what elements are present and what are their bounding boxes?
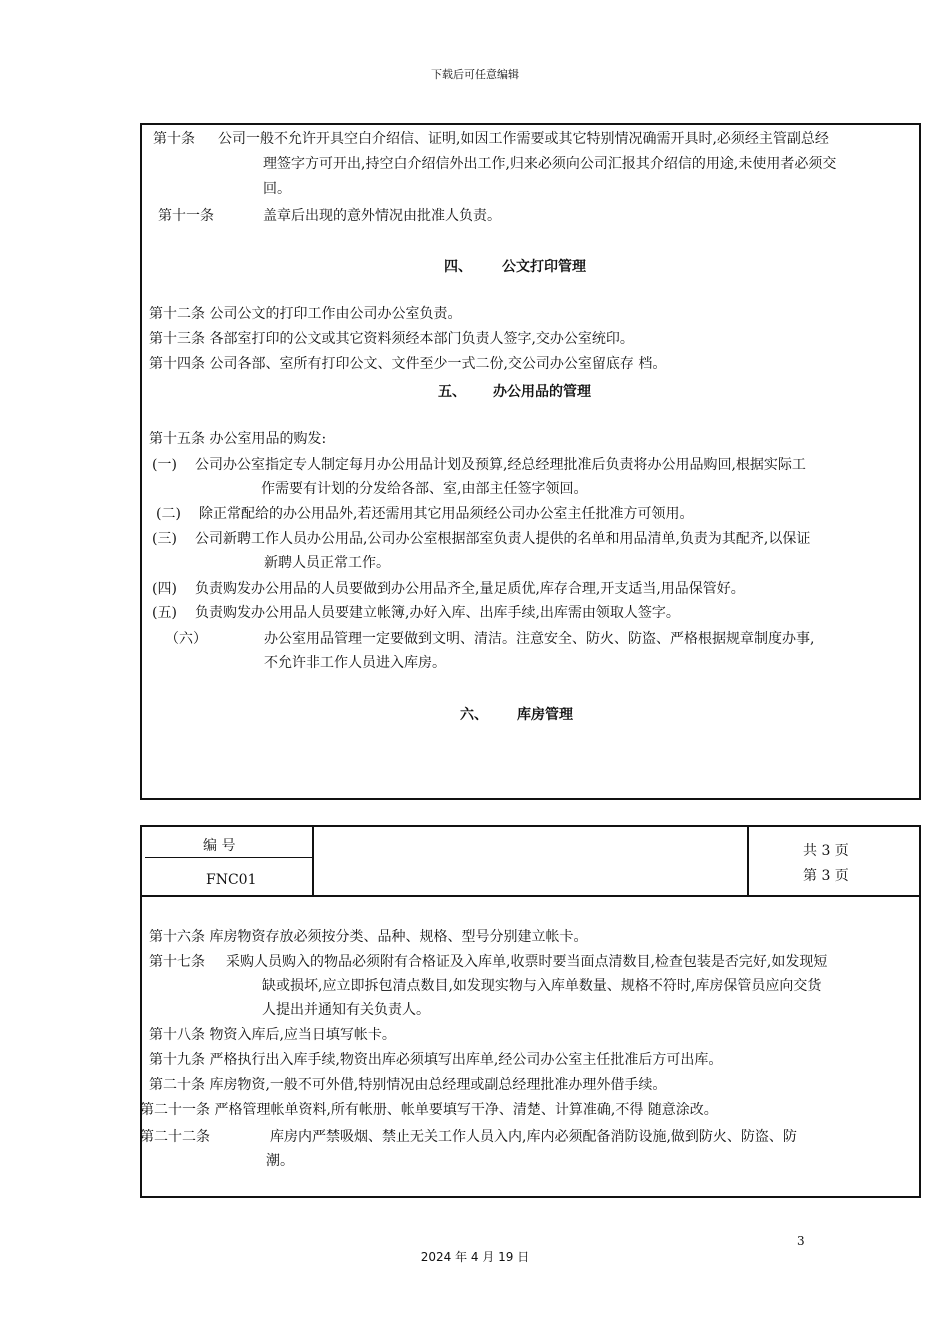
item-4-label: (四) (152, 581, 177, 597)
section-4-number: 四、 (444, 259, 472, 275)
download-note: 下载后可任意编辑 (431, 68, 519, 81)
item-2-text: 除正常配给的办公用品外,若还需用其它用品须经公司办公室主任批准方可领用。 (199, 506, 694, 522)
header-divider-bottom (141, 895, 920, 897)
section-6-title: 库房管理 (517, 707, 573, 723)
item-5-text: 负责购发办公用品人员要建立帐簿,办好入库、出库手续,出库需由领取人签字。 (195, 605, 680, 621)
item-6-line-1: 办公室用品管理一定要做到文明、清洁。注意安全、防火、防盗、严格根据规章制度办事, (264, 631, 815, 647)
article-22-line-2: 潮。 (266, 1153, 294, 1169)
section-5-title: 办公用品的管理 (493, 384, 591, 400)
footer-date: 2024 年 4 月 19 日 (420, 1250, 530, 1264)
article-19: 第十九条 严格执行出入库手续,物资出库必须填写出库单,经公司办公室主任批准后方可出库。 (149, 1052, 723, 1068)
article-10-line-1: 公司一般不允许开具空白介绍信、证明,如因工作需要或其它特别情况确需开具时,必须经主管副总经 (218, 131, 829, 147)
article-22-line-1: 库房内严禁吸烟、禁止无关工作人员入内,库内必须配备消防设施,做到防火、防盗、防 (270, 1129, 797, 1145)
article-17-line-3: 人提出并通知有关负责人。 (262, 1002, 430, 1018)
code-cell-divider (145, 857, 312, 858)
article-15: 第十五条 办公室用品的购发: (149, 431, 327, 447)
item-3-label: (三) (152, 531, 177, 547)
header-divider-right (747, 826, 749, 896)
article-22-label: 第二十二条 (140, 1129, 210, 1145)
article-12: 第十二条 公司公文的打印工作由公司办公室负责。 (149, 306, 462, 322)
current-page: 第 3 页 (803, 868, 849, 884)
doc-code-label: 编 号 (203, 838, 236, 854)
item-5-label: (五) (152, 605, 177, 621)
article-20: 第二十条 库房物资,一般不可外借,特别情况由总经理或副总经理批准办理外借手续。 (149, 1077, 667, 1093)
article-13: 第十三条 各部室打印的公文或其它资料须经本部门负责人签字,交办公室统印。 (149, 331, 634, 347)
page-number: 3 (797, 1234, 805, 1248)
article-17-line-2: 缺或损坏,应立即拆包清点数目,如发现实物与入库单数量、规格不符时,库房保管员应向交货 (262, 978, 822, 994)
article-16: 第十六条 库房物资存放必须按分类、品种、规格、型号分别建立帐卡。 (149, 929, 588, 945)
article-18: 第十八条 物资入库后,应当日填写帐卡。 (149, 1027, 396, 1043)
item-2-label: (二) (156, 506, 181, 522)
article-14: 第十四条 公司各部、室所有打印公文、文件至少一式二份,交公司办公室留底存 档。 (149, 356, 667, 372)
section-6-number: 六、 (460, 707, 488, 723)
article-21: 第二十一条 严格管理帐单资料,所有帐册、帐单要填写干净、清楚、计算准确,不得 随意涂改。 (140, 1102, 718, 1118)
article-10-line-3: 回。 (263, 181, 291, 197)
item-6-label: （六） (165, 631, 207, 647)
item-3-line-2: 新聘人员正常工作。 (264, 555, 390, 571)
total-pages: 共 3 页 (803, 843, 849, 859)
header-divider-left (312, 826, 314, 896)
section-4-title: 公文打印管理 (502, 259, 586, 275)
article-10-line-2: 理签字方可开出,持空白介绍信外出工作,归来必须向公司汇报其介绍信的用途,未使用者必须交 (263, 156, 837, 172)
doc-code-value: FNC01 (206, 872, 257, 888)
article-11-label: 第十一条 (158, 208, 214, 224)
article-17-line-1: 采购人员购入的物品必须附有合格证及入库单,收票时要当面点清数目,检查包装是否完好,如发现短 (226, 954, 828, 970)
item-1-label: (一) (152, 457, 177, 473)
article-11-text: 盖章后出现的意外情况由批准人负责。 (263, 208, 501, 224)
article-17-label: 第十七条 (149, 954, 205, 970)
item-3-line-1: 公司新聘工作人员办公用品,公司办公室根据部室负责人提供的名单和用品清单,负责为其配齐,以保证 (195, 531, 811, 547)
item-1-line-2: 作需要有计划的分发给各部、室,由部主任签字领回。 (261, 481, 588, 497)
item-1-line-1: 公司办公室指定专人制定每月办公用品计划及预算,经总经理批准后负责将办公用品购回,根据实际工 (195, 457, 806, 473)
item-4-text: 负责购发办公用品的人员要做到办公用品齐全,量足质优,库存合理,开支适当,用品保管好。 (195, 581, 745, 597)
section-5-number: 五、 (438, 384, 466, 400)
article-10-label: 第十条 (153, 131, 195, 147)
item-6-line-2: 不允许非工作人员进入库房。 (264, 655, 446, 671)
